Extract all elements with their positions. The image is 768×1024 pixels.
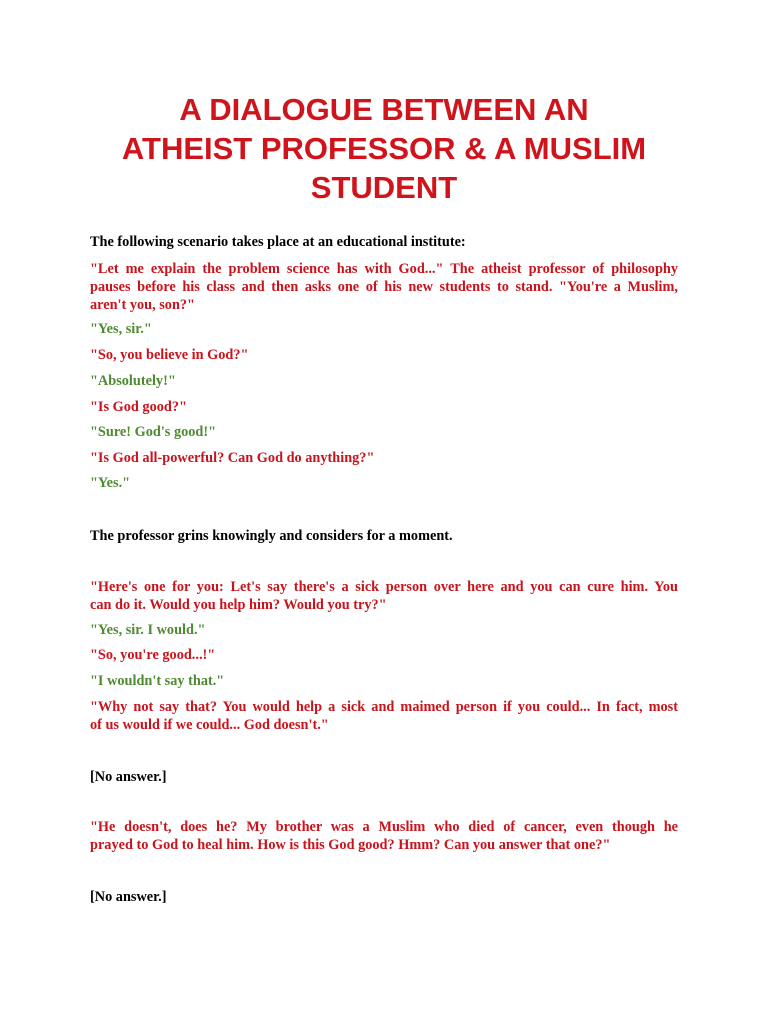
text-line: aren't you, son?" [90, 297, 195, 313]
narration-paragraph-1: The professor grins knowingly and considers for a moment. [90, 528, 453, 544]
student-line-6: "I wouldn't say that." [90, 673, 225, 689]
student-line-3: "Sure! God's good!" [90, 424, 217, 440]
text-line: prayed to God to heal him. How is this God good? Hmm? Can you answer that one?" [90, 837, 611, 853]
text-line: "Here's one for you: Let's say there's a sick person over here and you can cure him. You [90, 579, 678, 595]
text-line: "Let me explain the problem science has with God..." The atheist professor of philosophy [90, 261, 678, 277]
student-line-5: "Yes, sir. I would." [90, 622, 206, 638]
student-line-4: "Yes." [90, 475, 131, 491]
text-line: "He doesn't, does he? My brother was a Muslim who died of cancer, even though he [90, 819, 678, 835]
student-line-2: "Absolutely!" [90, 373, 176, 389]
title-line-2: ATHEIST PROFESSOR & A MUSLIM [121, 131, 647, 166]
professor-line-5 [90, 578, 678, 614]
professor-line-6: "So, you're good...!" [90, 647, 216, 663]
professor-line-2: "So, you believe in God?" [90, 347, 249, 363]
text-line: of us would if we could... God doesn't." [90, 717, 329, 733]
professor-line-4: "Is God all-powerful? Can God do anything?" [90, 450, 375, 466]
student-line-1: "Yes, sir." [90, 321, 152, 337]
document-title [90, 90, 678, 207]
text-line: "Why not say that? You would help a sick and maimed person if you could... In fact, most [90, 699, 678, 715]
intro-paragraph: The following scenario takes place at an educational institute: [90, 234, 466, 250]
title-line-3: STUDENT [310, 170, 458, 205]
text-line: pauses before his class and then asks one of his new students to stand. "You're a Muslim, [90, 279, 678, 295]
professor-line-8 [90, 818, 678, 854]
title-line-1: A DIALOGUE BETWEEN AN [179, 92, 589, 127]
no-answer-2: [No answer.] [90, 889, 167, 905]
professor-line-7 [90, 698, 678, 734]
professor-line-1 [90, 260, 678, 314]
no-answer-1: [No answer.] [90, 769, 167, 785]
professor-line-3: "Is God good?" [90, 399, 187, 415]
text-line: can do it. Would you help him? Would you try?" [90, 597, 387, 613]
